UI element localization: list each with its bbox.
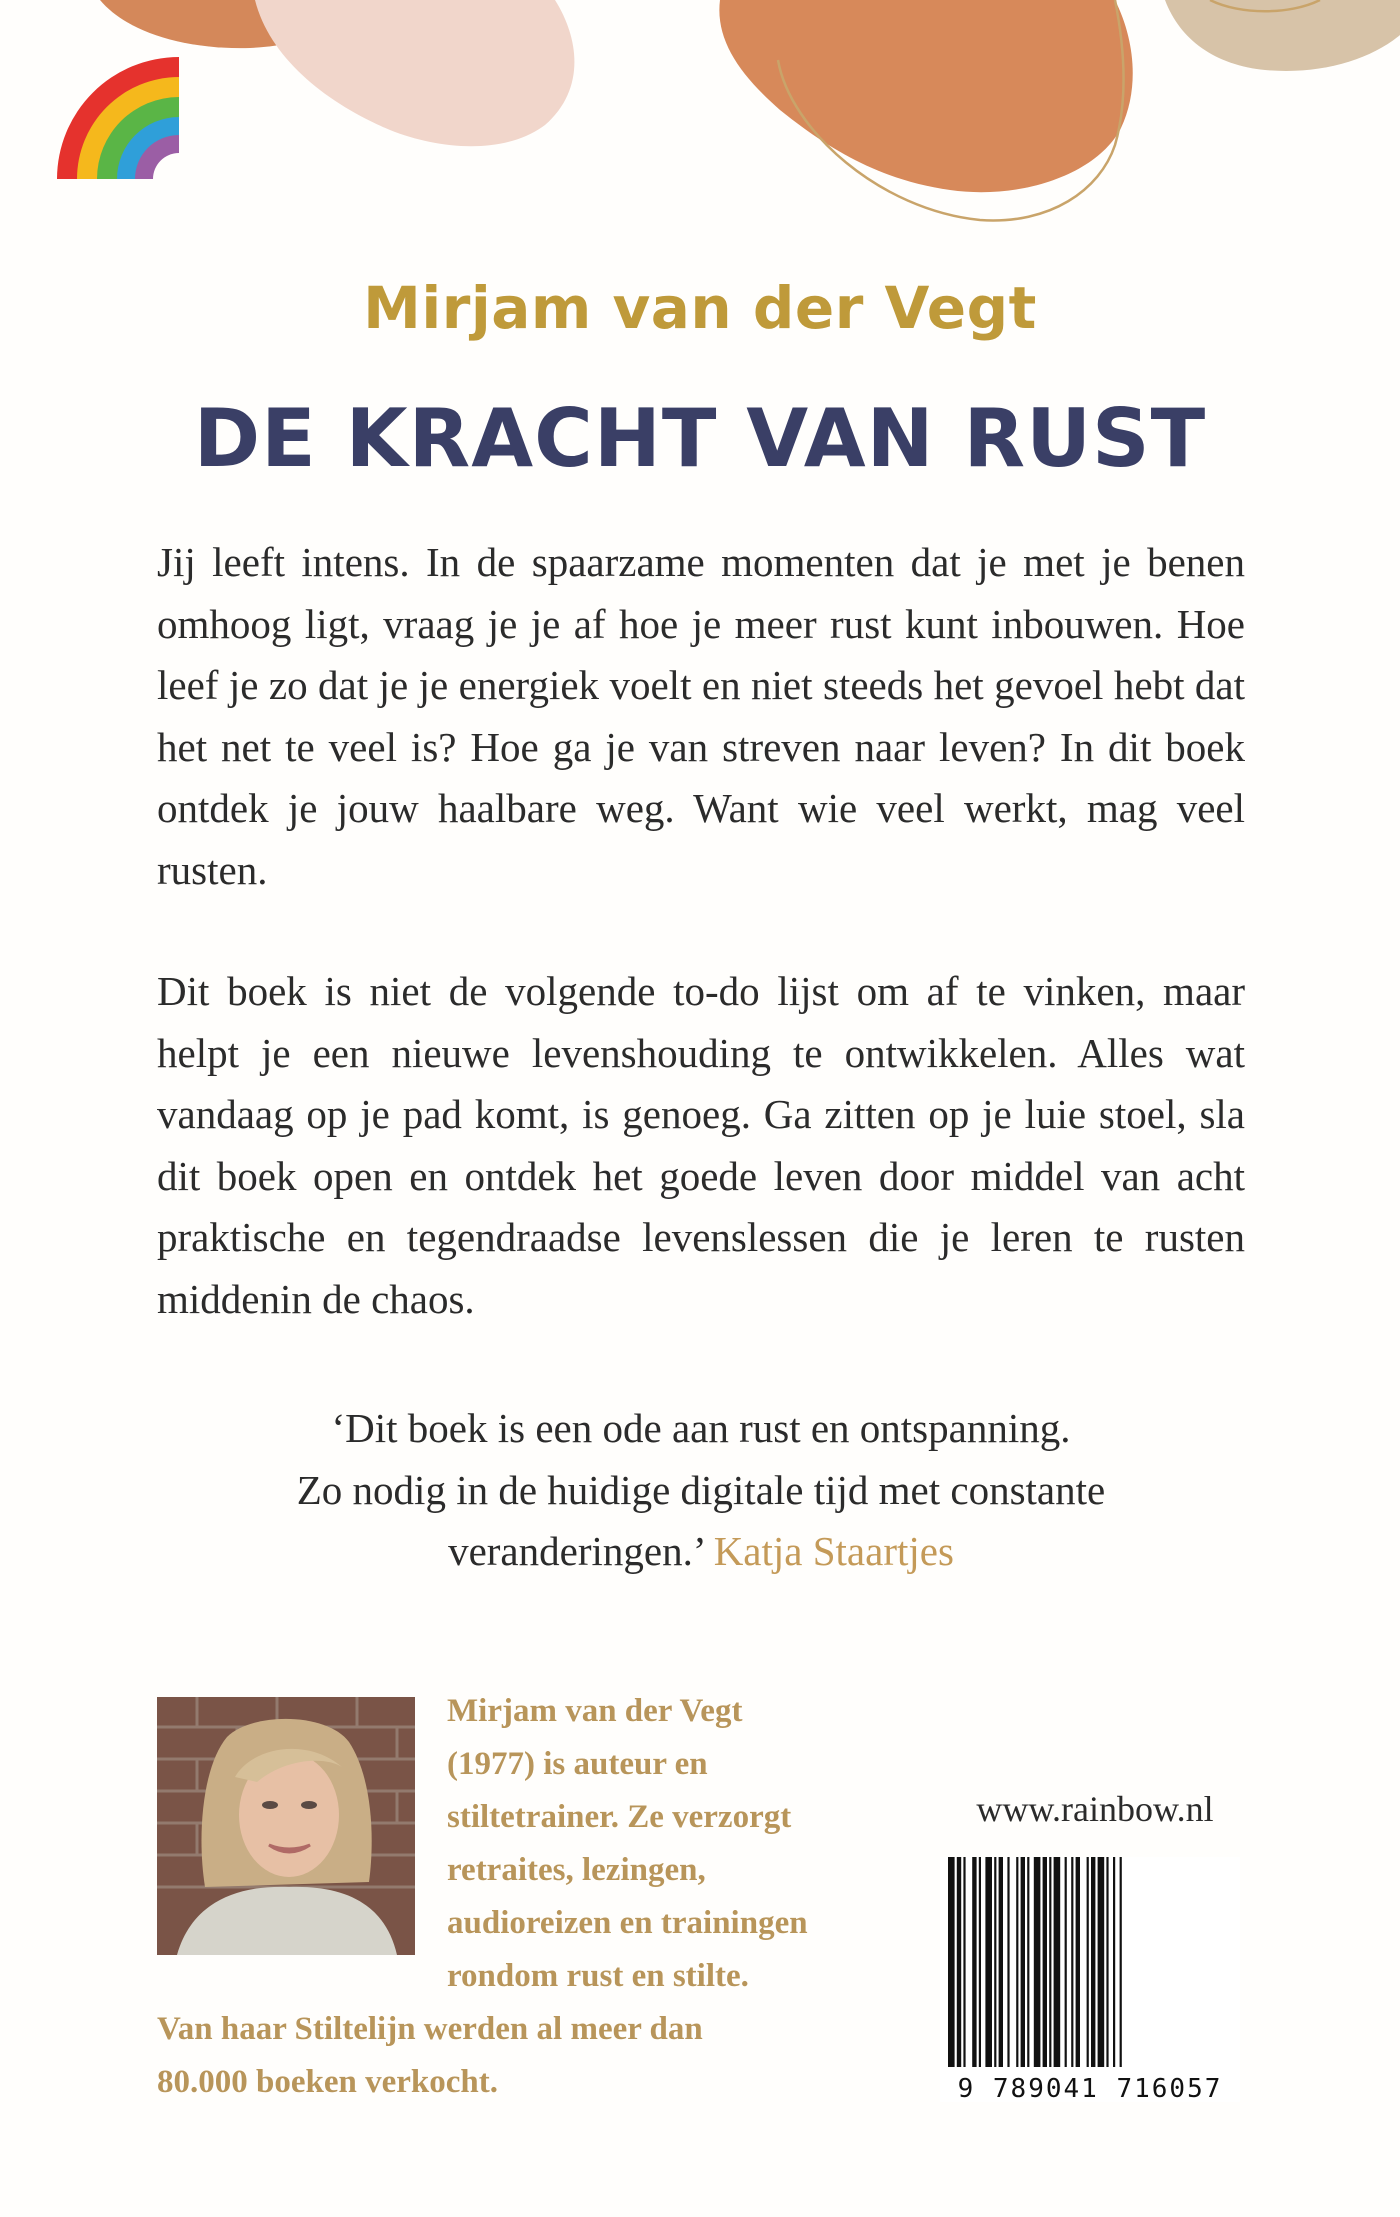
- barcode-bar: [972, 1857, 976, 2067]
- barcode-bar: [1106, 1857, 1108, 2067]
- barcode-bar: [1120, 1857, 1122, 2067]
- bio-line: stiltetrainer. Ze verzorgt: [447, 1799, 792, 1835]
- barcode-bar: [1027, 1857, 1029, 2067]
- isbn-barcode: [940, 1857, 1240, 2102]
- barcode-bar: [994, 1857, 996, 2067]
- barcode-bar: [1016, 1857, 1018, 2067]
- blurb-paragraph: Jij leeft intens. In de spaarzame momenten dat je met je benen omhoog ligt, vraag je je af hoe je meer rust kunt inbouwen. Hoe leef je zo dat je je energiek voelt en niet steeds het gevoel hebt dat het net te veel is? Hoe ga je van streven naar leven? In dit boek ontdek je jouw haalbare weg. Want wie veel werkt, mag veel rusten.: [157, 539, 1245, 893]
- barcode-bar: [1071, 1857, 1073, 2067]
- publisher-website: www.rainbow.nl: [976, 1789, 1214, 1829]
- barcode-bar: [1087, 1857, 1089, 2067]
- quote-line: ‘Dit boek is een ode aan rust en ontspanning.: [331, 1405, 1071, 1451]
- barcode-bar: [1007, 1857, 1009, 2067]
- bio-line: (1977) is auteur en: [447, 1746, 708, 1782]
- barcode-bar: [985, 1857, 992, 2067]
- barcode-bar: [948, 1857, 955, 2067]
- bio-line: retraites, lezingen,: [447, 1852, 706, 1888]
- barcode-bar: [999, 1857, 1003, 2067]
- barcode-bar: [979, 1857, 981, 2067]
- bio-line: rondom rust en stilte.: [447, 1958, 749, 1994]
- barcode-bar: [963, 1857, 965, 2067]
- quote-line: Zo nodig in de huidige digitale tijd met constante: [296, 1466, 1106, 1513]
- author-bio: [157, 1685, 857, 2109]
- barcode-bar: [1049, 1857, 1051, 2067]
- barcode-bar: [1034, 1857, 1041, 2067]
- barcode-bar: [1054, 1857, 1061, 2067]
- quote-attribution: Katja Staartjes: [713, 1528, 954, 1574]
- barcode-bar: [1091, 1857, 1095, 2067]
- barcode-bar: [1076, 1857, 1080, 2067]
- book-title: DE KRACHT VAN RUST: [193, 392, 1207, 485]
- barcode-bar: [1065, 1857, 1067, 2067]
- decorative-blobs: [0, 0, 1400, 240]
- blurb-paragraph: Dit boek is niet de volgende to-do lijst om af te vinken, maar helpt je een nieuwe levenshouding te ontwikkelen. Alles wat vandaag op je pad komt, is genoeg. Ga zitten op je luie stoel, sla dit boek open en ontdek het goede leven door middel van acht praktische en tegendraadse levenslessen die je leren te rusten middenin de chaos.: [157, 968, 1245, 1322]
- bio-line: 80.000 boeken verkocht.: [157, 2064, 498, 2100]
- bio-line: audioreizen en trainingen: [447, 1905, 808, 1941]
- bio-line: Mirjam van der Vegt: [447, 1693, 743, 1729]
- barcode-bar: [1021, 1857, 1025, 2067]
- author-name: Mirjam van der Vegt: [363, 274, 1037, 342]
- barcode-bar: [1043, 1857, 1047, 2067]
- barcode-bar: [1098, 1857, 1105, 2067]
- rainbow-logo-icon: [57, 57, 179, 179]
- bio-line: Van haar Stiltelijn werden al meer dan: [157, 2011, 703, 2047]
- quote-line: veranderingen.’: [448, 1528, 704, 1574]
- barcode-number: 9 789041 716057: [957, 2074, 1223, 2102]
- barcode-bar: [957, 1857, 961, 2067]
- endorsement-quote: [157, 1398, 1245, 1583]
- barcode-bar: [1113, 1857, 1115, 2067]
